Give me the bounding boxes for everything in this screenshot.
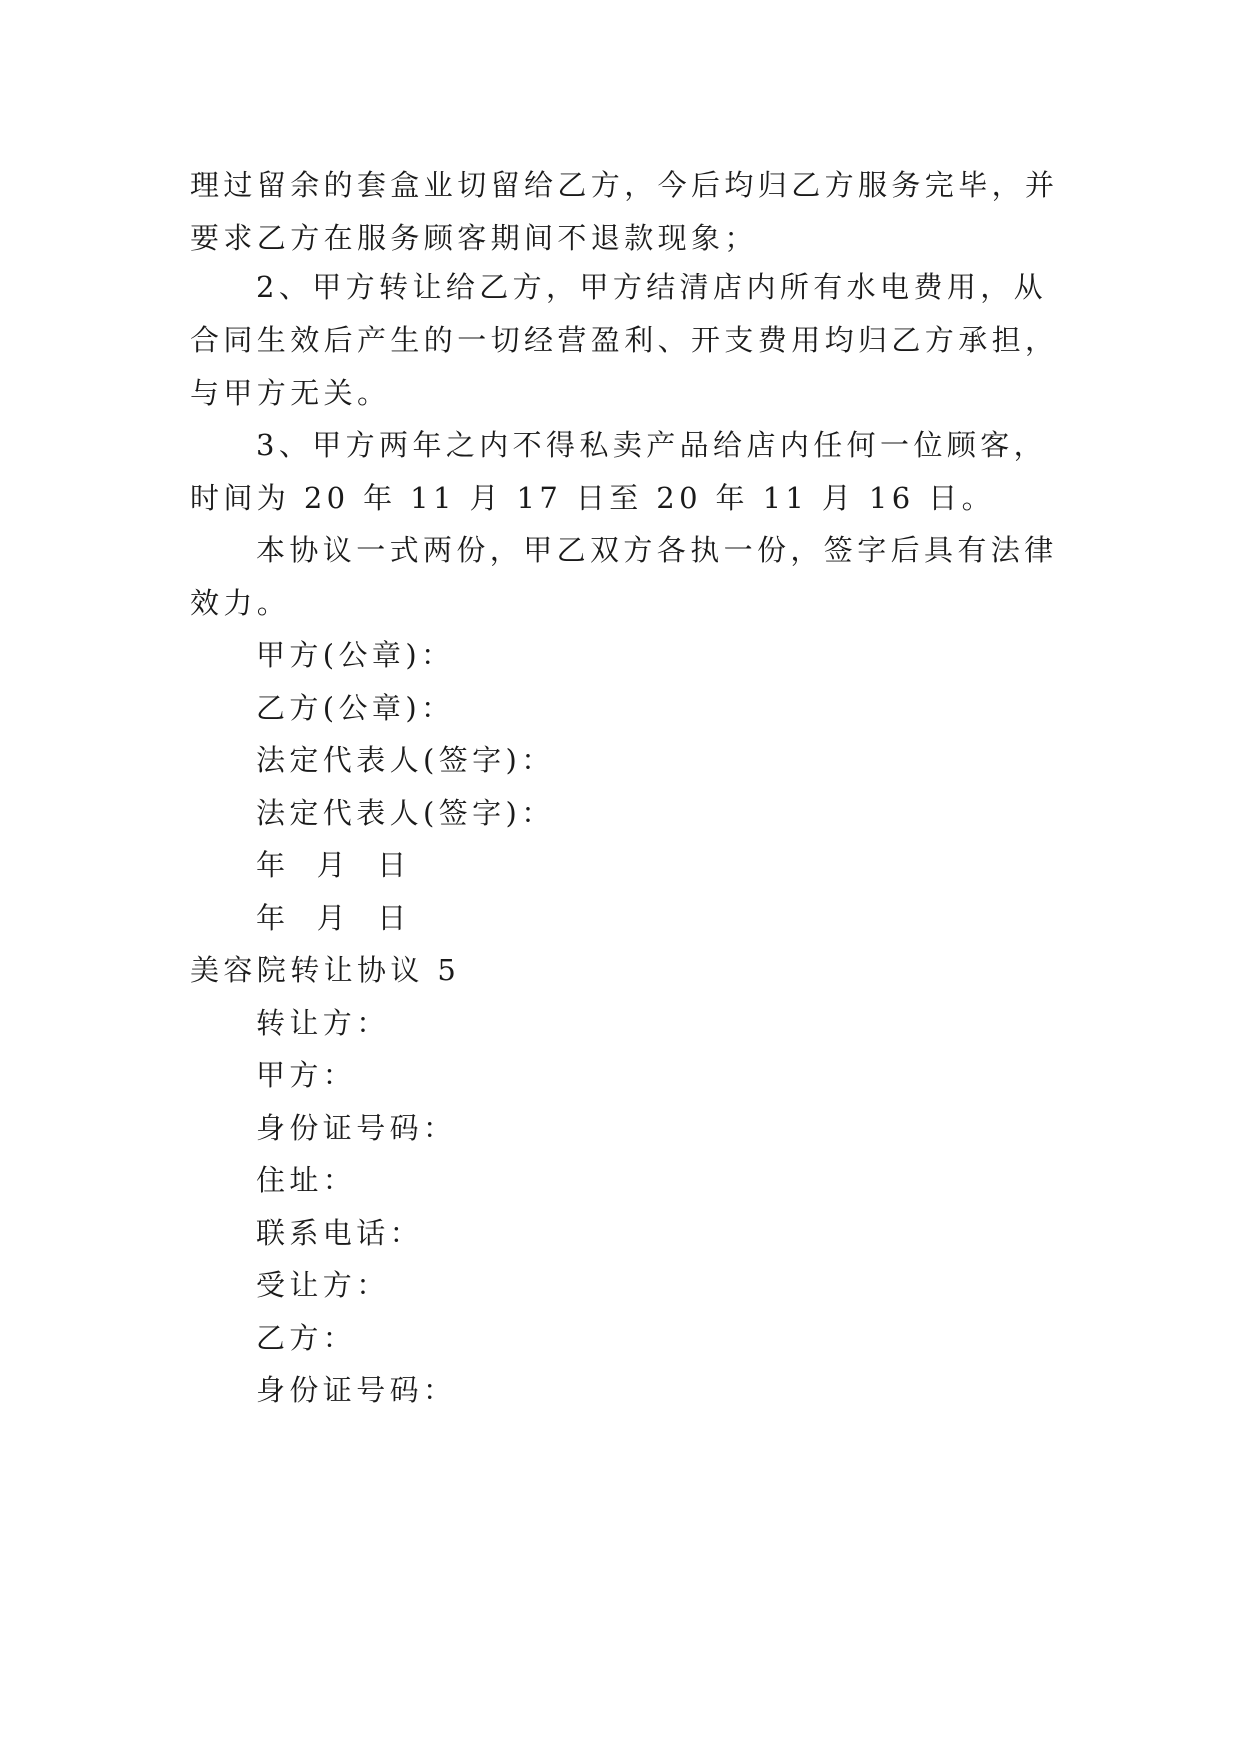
closing-clause-line-1: 本协议一式两份，甲乙双方各执一份，签字后具有法律 bbox=[256, 533, 1058, 567]
address-label: 住址： bbox=[256, 1163, 357, 1197]
section-title: 美容院转让协议 5 bbox=[190, 953, 461, 987]
clause-1-continued-line-2: 要求乙方在服务顾客期间不退款现象； bbox=[190, 221, 758, 255]
legal-rep-signature-label-2: 法定代表人(签字)： bbox=[256, 796, 555, 830]
transferee-label: 受让方： bbox=[256, 1268, 390, 1302]
clause-3-line-2: 时间为 20 年 11 月 17 日至 20 年 11 月 16 日。 bbox=[190, 481, 996, 515]
clause-1-continued-line-1: 理过留余的套盒业切留给乙方，今后均归乙方服务完毕，并 bbox=[190, 168, 1059, 202]
date-line-1: 年 月 日 bbox=[256, 848, 411, 882]
legal-rep-signature-label-1: 法定代表人(签字)： bbox=[256, 743, 555, 777]
date-line-2: 年 月 日 bbox=[256, 901, 411, 935]
clause-3-line-1: 3、甲方两年之内不得私卖产品给店内任何一位顾客， bbox=[256, 428, 1048, 462]
closing-clause-line-2: 效力。 bbox=[190, 586, 291, 620]
clause-2-line-2: 合同生效后产生的一切经营盈利、开支费用均归乙方承担， bbox=[190, 323, 1059, 357]
party-b-label: 乙方： bbox=[256, 1321, 357, 1355]
party-b-seal-label: 乙方(公章)： bbox=[256, 691, 455, 725]
party-a-seal-label: 甲方(公章)： bbox=[256, 638, 455, 672]
clause-2-line-3: 与甲方无关。 bbox=[190, 376, 391, 410]
party-a-id-number-label: 身份证号码： bbox=[256, 1111, 457, 1145]
party-b-id-number-label: 身份证号码： bbox=[256, 1373, 457, 1407]
party-a-label: 甲方： bbox=[256, 1058, 357, 1092]
phone-label: 联系电话： bbox=[256, 1216, 424, 1250]
clause-2-line-1: 2、甲方转让给乙方，甲方结清店内所有水电费用，从 bbox=[256, 270, 1048, 304]
transferor-label: 转让方： bbox=[256, 1006, 390, 1040]
